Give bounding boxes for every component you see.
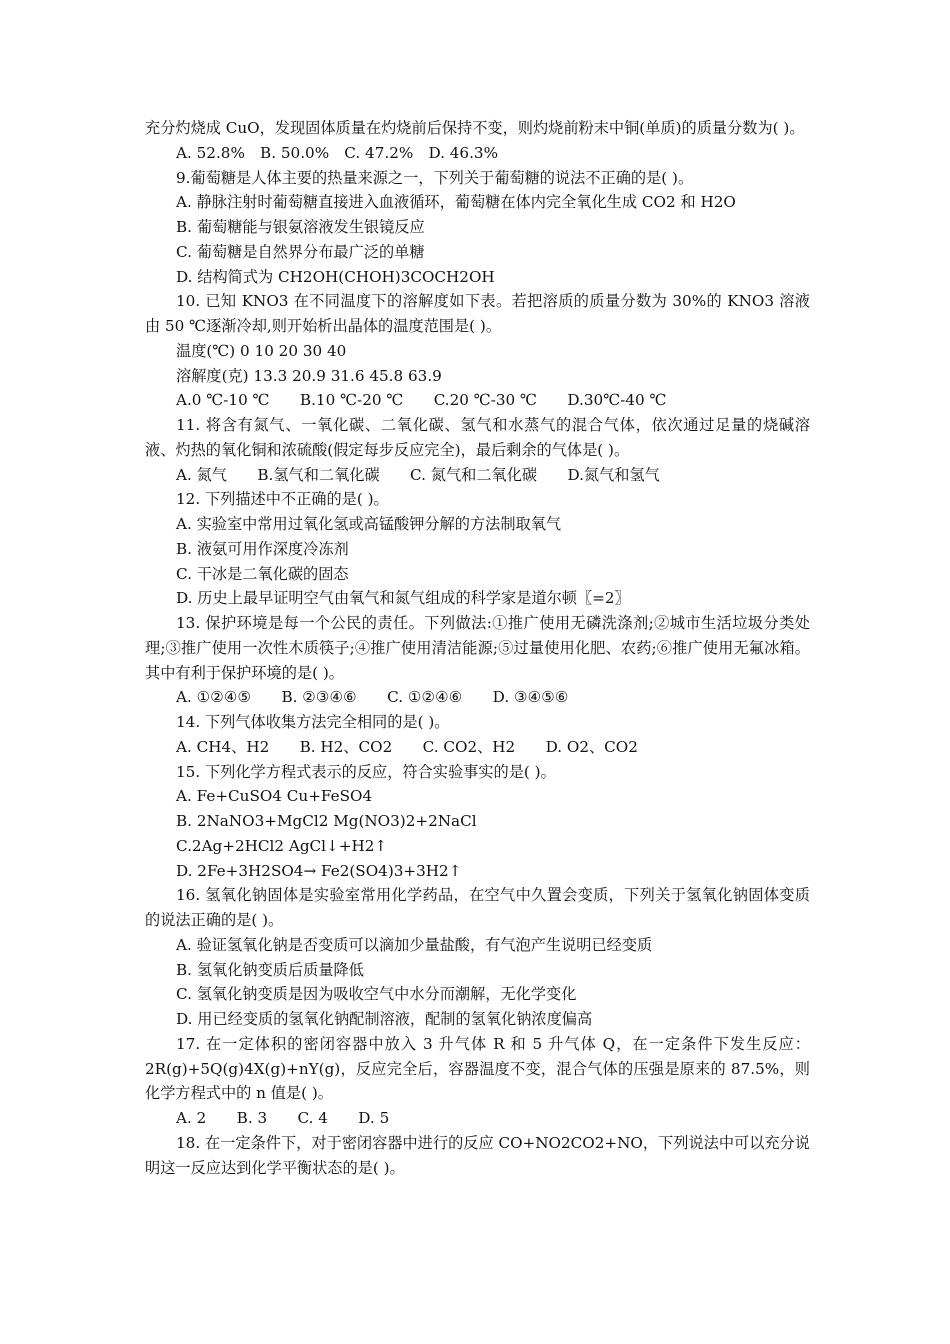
text-line-19: 13. 保护环境是每一个公民的责任。下列做法:①推广使用无磷洗涤剂;②城市生活垃圾分类处理;③推广使用一次性木质筷子;④推广使用清洁能源;⑤过量使用化肥、农药;⑥推广使用无氟冰箱。其中有利于保护环境的是( )。 (145, 614, 810, 682)
text-line-2: A. 52.8% B. 50.0% C. 47.2% D. 46.3% (176, 143, 499, 162)
text-line-4: A. 静脉注射时葡萄糖直接进入血液循环，葡萄糖在体内完全氧化生成 CO2 和 H2O (176, 193, 736, 212)
text-line-26: C.2Ag+2HCl2 AgCl↓+H2↑ (176, 836, 388, 855)
text-line-8: 10. 已知 KNO3 在不同温度下的溶解度如下表。若把溶质的质量分数为 30%的 KNO3 溶液由 50 ℃逐渐冷却,则开始析出晶体的温度范围是( )。 (145, 292, 810, 335)
text-line-31: C. 氢氧化钠变质是因为吸收空气中水分而潮解，无化学变化 (176, 985, 577, 1004)
text-line-30: B. 氢氧化钠变质后质量降低 (176, 960, 364, 979)
text-line-13: A. 氮气 B.氢气和二氧化碳 C. 氮气和二氧化碳 D.氮气和氢气 (176, 465, 660, 484)
text-line-27: D. 2Fe+3H2SO4→ Fe2(SO4)3+3H2↑ (176, 861, 462, 880)
text-line-6: C. 葡萄糖是自然界分布最广泛的单糖 (176, 242, 425, 261)
text-line-29: A. 验证氢氧化钠是否变质可以滴加少量盐酸，有气泡产生说明已经变质 (176, 935, 653, 954)
text-line-16: B. 液氨可用作深度冷冻剂 (176, 539, 349, 558)
text-line-21: 14. 下列气体收集方法完全相同的是( )。 (176, 713, 450, 731)
text-line-9: 温度(℃) 0 10 20 30 40 (176, 341, 347, 360)
text-line-20: A. ①②④⑤ B. ②③④⑥ C. ①②④⑥ D. ③④⑤⑥ (176, 688, 569, 707)
text-line-15: A. 实验室中常用过氧化氢或高锰酸钾分解的方法制取氧气 (176, 515, 562, 533)
text-line-25: B. 2NaNO3+MgCl2 Mg(NO3)2+2NaCl (176, 812, 477, 830)
text-line-10: 溶解度(克) 13.3 20.9 31.6 45.8 63.9 (176, 366, 442, 385)
text-line-33: 17. 在一定体积的密闭容器中放入 3 升气体 R 和 5 升气体 Q，在一定条件下发生反应：2R(g)+5Q(g)4X(g)+nY(g)，反应完全后，容器温度不变，混合气体的压强是原来的 87.5%，则化学方程式中的 n 值是( )。 (145, 1034, 810, 1103)
text-line-1: 充分灼烧成 CuO，发现固体质量在灼烧前后保持不变，则灼烧前粉末中铜(单质)的质量分数为( )。 (145, 119, 805, 137)
text-line-14: 12. 下列描述中不正确的是( )。 (176, 490, 389, 509)
text-line-23: 15. 下列化学方程式表示的反应，符合实验事实的是( )。 (176, 762, 556, 781)
text-line-3: 9.葡萄糖是人体主要的热量来源之一，下列关于葡萄糖的说法不正确的是( )。 (176, 168, 694, 187)
text-line-11: A.0 ℃-10 ℃ B.10 ℃-20 ℃ C.20 ℃-30 ℃ D.30℃-40 ℃ (176, 391, 667, 410)
text-line-5: B. 葡萄糖能与银氨溶液发生银镜反应 (176, 218, 425, 236)
text-line-28: 16. 氢氧化钠固体是实验室常用化学药品，在空气中久置会变质，下列关于氢氧化钠固体变质的说法正确的是( )。 (145, 886, 810, 929)
text-line-32: D. 用已经变质的氢氧化钠配制溶液，配制的氢氧化钠浓度偏高 (176, 1010, 593, 1028)
text-line-7: D. 结构简式为 CH2OH(CHOH)3COCH2OH (176, 267, 495, 286)
text-line-12: 11. 将含有氮气、一氧化碳、二氧化碳、氢气和水蒸气的混合气体，依次通过足量的烧碱溶液、灼热的氧化铜和浓硫酸(假定每步反应完全)，最后剩余的气体是( )。 (145, 416, 810, 459)
text-line-34: A. 2 B. 3 C. 4 D. 5 (176, 1109, 390, 1127)
text-line-24: A. Fe+CuSO4 Cu+FeSO4 (176, 787, 373, 806)
document-page (145, 116, 810, 1180)
text-line-18: D. 历史上最早证明空气由氧气和氮气组成的科学家是道尔顿〖=2〗 (176, 589, 630, 608)
text-line-35: 18. 在一定条件下，对于密闭容器中进行的反应 CO+NO2CO2+NO，下列说法中可以充分说明这一反应达到化学平衡状态的是( )。 (145, 1133, 810, 1177)
text-line-22: A. CH4、H2 B. H2、CO2 C. CO2、H2 D. O2、CO2 (176, 737, 638, 756)
text-line-17: C. 干冰是二氧化碳的固态 (176, 564, 349, 583)
